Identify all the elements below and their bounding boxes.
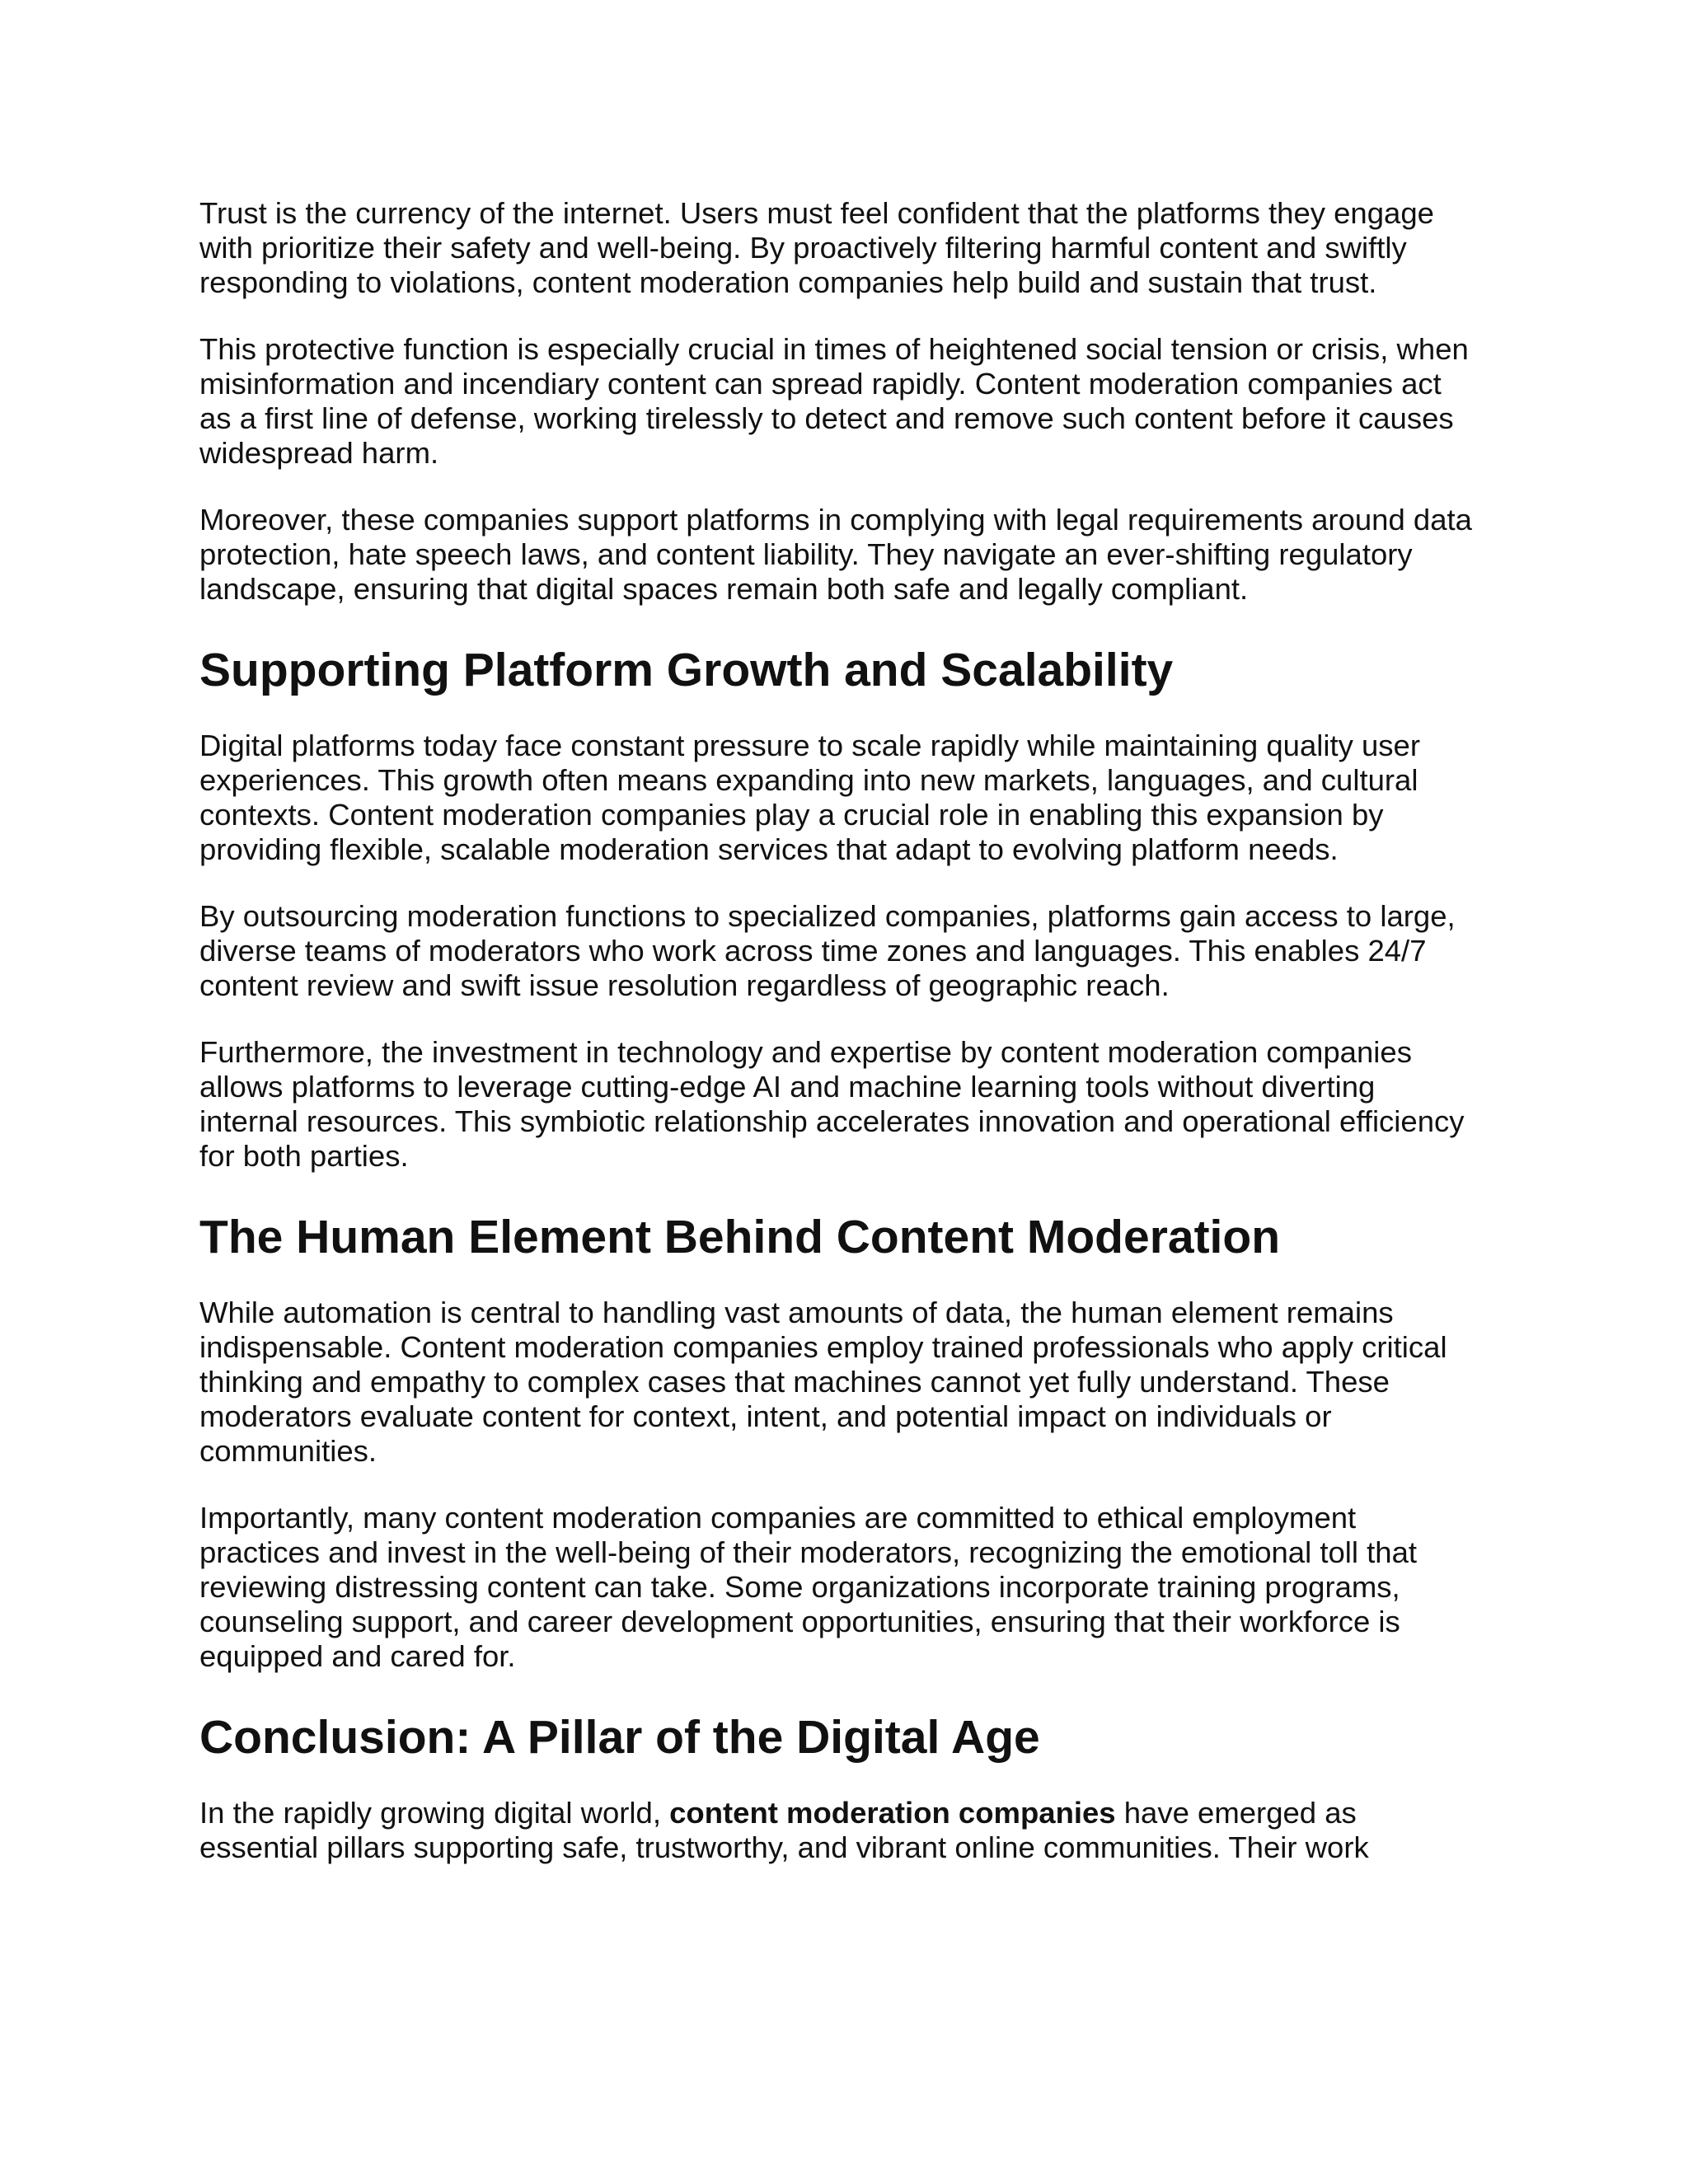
paragraph-line: While automation is central to handling vast amounts of data, the human element remains [199, 1296, 1394, 1329]
body-paragraph [199, 1501, 1502, 1674]
paragraph-line: as a first line of defense, working tirelessly to detect and remove such content before it causes [199, 401, 1454, 435]
paragraph-line: diverse teams of moderators who work across time zones and languages. This enables 24/7 [199, 934, 1427, 968]
paragraph-line: thinking and empathy to complex cases that machines cannot yet fully understand. These [199, 1365, 1390, 1399]
paragraph-line: communities. [199, 1434, 377, 1468]
section-heading: Conclusion: A Pillar of the Digital Age [199, 1711, 1040, 1764]
paragraph-line: reviewing distressing content can take. Some organizations incorporate training programs, [199, 1570, 1400, 1604]
section-heading: Supporting Platform Growth and Scalability [199, 644, 1174, 696]
paragraph-line: protection, hate speech laws, and content liability. They navigate an ever-shifting regulatory [199, 537, 1413, 571]
paragraph-line: Importantly, many content moderation companies are committed to ethical employment [199, 1501, 1357, 1535]
body-paragraph [199, 1296, 1502, 1469]
body-paragraph [199, 1796, 1502, 1865]
document-body [199, 196, 1502, 1897]
paragraph-line: for both parties. [199, 1139, 409, 1173]
body-paragraph [199, 503, 1502, 607]
paragraph-line: counseling support, and career development opportunities, ensuring that their workforce is [199, 1605, 1400, 1638]
body-paragraph [199, 899, 1502, 1003]
paragraph-line: widespread harm. [199, 436, 439, 470]
paragraph-line: This protective function is especially crucial in times of heightened social tension or crisis, when [199, 332, 1469, 366]
text-run: have emerged as [1115, 1796, 1357, 1830]
paragraph-line: equipped and cared for. [199, 1639, 516, 1673]
paragraph-line: Trust is the currency of the internet. Users must feel confident that the platforms they engage [199, 196, 1434, 230]
body-paragraph [199, 1035, 1502, 1174]
section-heading: The Human Element Behind Content Moderation [199, 1211, 1281, 1263]
paragraph-line: practices and invest in the well-being of their moderators, recognizing the emotional toll that [199, 1535, 1418, 1569]
paragraph-line: essential pillars supporting safe, trustworthy, and vibrant online communities. Their work [199, 1830, 1369, 1864]
paragraph-line: content review and swift issue resolution regardless of geographic reach. [199, 968, 1170, 1002]
paragraph-line [199, 1796, 1502, 1830]
paragraph-line: experiences. This growth often means expanding into new markets, languages, and cultural [199, 763, 1418, 797]
paragraph-line: Digital platforms today face constant pressure to scale rapidly while maintaining quality user [199, 729, 1421, 762]
paragraph-line: moderators evaluate content for context, intent, and potential impact on individuals or [199, 1399, 1332, 1433]
paragraph-line: providing flexible, scalable moderation services that adapt to evolving platform needs. [199, 832, 1339, 866]
paragraph-line: with prioritize their safety and well-being. By proactively filtering harmful content and swiftly [199, 231, 1407, 265]
paragraph-line: Moreover, these companies support platforms in complying with legal requirements around data [199, 503, 1472, 537]
paragraph-line: allows platforms to leverage cutting-edge AI and machine learning tools without diverting [199, 1070, 1376, 1104]
bold-phrase: content moderation companies [669, 1796, 1116, 1830]
text-run: In the rapidly growing digital world, [199, 1796, 670, 1830]
paragraph-line: responding to violations, content moderation companies help build and sustain that trust. [199, 265, 1377, 299]
body-paragraph [199, 332, 1502, 471]
paragraph-line: By outsourcing moderation functions to specialized companies, platforms gain access to large, [199, 899, 1456, 933]
paragraph-line: misinformation and incendiary content can spread rapidly. Content moderation companies act [199, 367, 1442, 401]
paragraph-line: Furthermore, the investment in technology and expertise by content moderation companies [199, 1035, 1412, 1069]
paragraph-line: internal resources. This symbiotic relationship accelerates innovation and operational efficiency [199, 1104, 1465, 1138]
paragraph-line: contexts. Content moderation companies play a crucial role in enabling this expansion by [199, 798, 1384, 832]
body-paragraph [199, 196, 1502, 300]
body-paragraph [199, 729, 1502, 867]
paragraph-line: indispensable. Content moderation companies employ trained professionals who apply critical [199, 1330, 1447, 1364]
paragraph-line: landscape, ensuring that digital spaces remain both safe and legally compliant. [199, 572, 1249, 606]
